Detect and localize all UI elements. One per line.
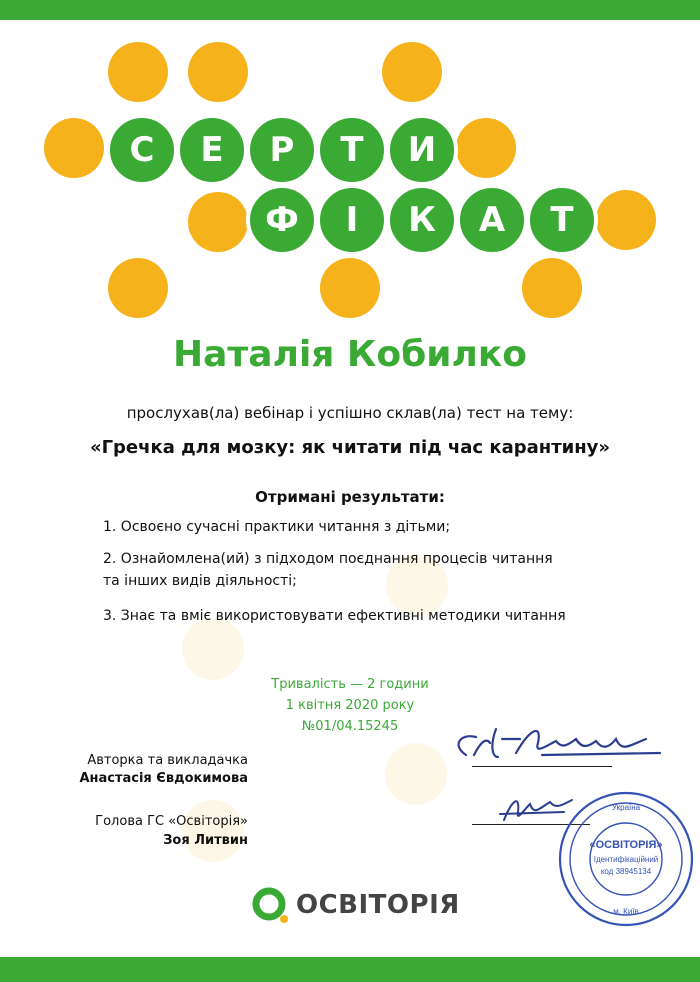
top-border [0, 0, 700, 20]
title-letter: І [316, 184, 388, 256]
signature-1 [446, 715, 668, 773]
duration: Тривалість — 2 години [271, 677, 429, 692]
title-letter: Р [246, 114, 318, 186]
brand-logo [250, 883, 460, 927]
title-letter: Е [176, 114, 248, 186]
result-item: 2. Ознайомлена(ий) з підходом поєднання процесів читання та інших видів діяльності; [103, 551, 553, 589]
signatory-name: Зоя Литвин [163, 833, 248, 848]
signature-line [472, 766, 612, 767]
title-letter: С [106, 114, 178, 186]
recipient-name: Наталія Кобилко [173, 334, 527, 375]
title-letter: Т [526, 184, 598, 256]
svg-text:код 38945134: код 38945134 [600, 867, 652, 876]
svg-text:Ідентифікаційний: Ідентифікаційний [593, 855, 659, 864]
issue-date: 1 квітня 2020 року [285, 698, 415, 713]
svg-text:м. Київ: м. Київ [613, 907, 639, 916]
svg-text:Україна: Україна [611, 803, 641, 812]
result-item: 3. Знає та вміє використовувати ефективні методики читання [103, 608, 566, 624]
signatory-role: Голова ГС «Освіторія» [95, 814, 248, 829]
title-letter: Ф [246, 184, 318, 256]
certificate-number: №01/04.15245 [301, 719, 399, 734]
intro-text: прослухав(ла) вебінар і успішно склав(ла) тест на тему: [126, 404, 574, 422]
signatory-name: Анастасія Євдокимова [79, 771, 248, 786]
title-letter: Т [316, 114, 388, 186]
svg-text:«ОСВІТОРІЯ»: «ОСВІТОРІЯ» [589, 839, 663, 851]
bottom-border [0, 957, 700, 982]
result-item: 1. Освоєно сучасні практики читання з дітьми; [103, 519, 451, 535]
logo-text: ОСВІТОРІЯ [296, 890, 460, 920]
title-letter: К [386, 184, 458, 256]
official-stamp [557, 790, 695, 928]
title-letter: А [456, 184, 528, 256]
logo-icon [250, 885, 290, 925]
title-letter: И [386, 114, 458, 186]
signatory-role: Авторка та викладачка [87, 753, 248, 768]
webinar-topic: «Гречка для мозку: як читати під час карантину» [89, 437, 611, 458]
results-heading: Отримані результати: [255, 488, 445, 506]
